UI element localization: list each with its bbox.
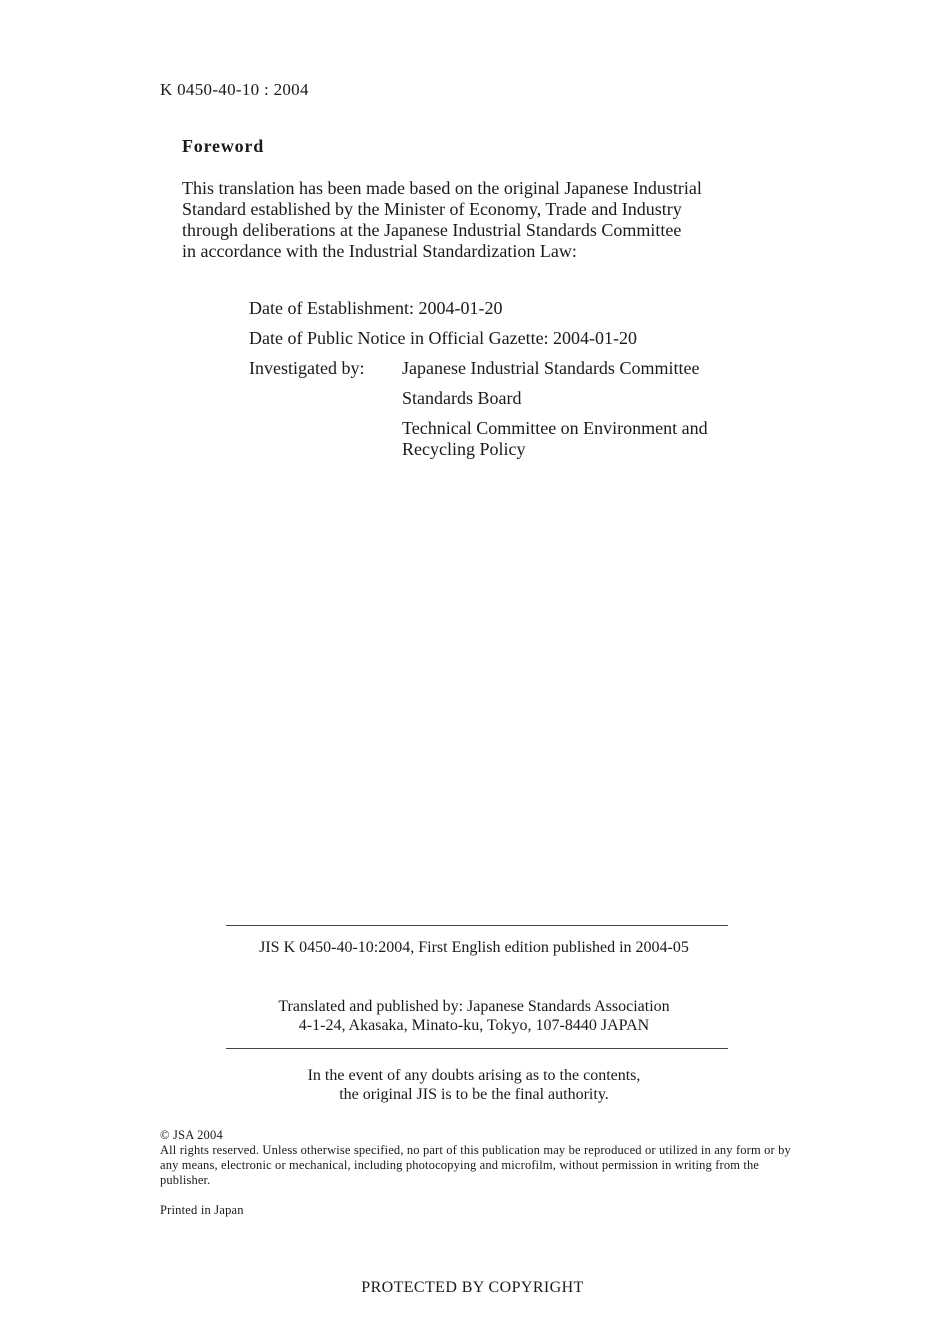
document-id: K 0450-40-10 : 2004 <box>160 80 309 99</box>
protected-footer: PROTECTED BY COPYRIGHT <box>361 1279 584 1296</box>
rights-statement: All rights reserved. Unless otherwise specified, no part of this publication may be reproduced or utilized in any form or by any means, electronic or mechanical, including photocopying and microfilm, without permission in writing from the publisher. <box>160 1143 791 1187</box>
investigated-by-label: Investigated by: <box>249 358 365 378</box>
date-of-establishment: Date of Establishment: 2004-01-20 <box>249 298 503 318</box>
divider <box>226 925 728 926</box>
investigating-body: Recycling Policy <box>402 439 526 459</box>
translated-by: Translated and published by: Japanese Standards Association <box>278 998 670 1015</box>
investigating-body: Technical Committee on Environment and <box>402 418 708 438</box>
copyright-notice: © JSA 2004 <box>160 1128 223 1142</box>
investigating-body: Standards Board <box>402 388 522 408</box>
foreword-line: in accordance with the Industrial Standardization Law: <box>182 241 577 261</box>
authority-line: In the event of any doubts arising as to the contents, <box>307 1067 641 1084</box>
foreword-body <box>182 178 822 262</box>
printed-in: Printed in Japan <box>160 1203 244 1217</box>
divider <box>226 1048 728 1049</box>
publisher-address: 4-1-24, Akasaka, Minato-ku, Tokyo, 107-8440 JAPAN <box>298 1017 650 1034</box>
foreword-line: through deliberations at the Japanese Industrial Standards Committee <box>182 220 682 240</box>
date-of-public-notice: Date of Public Notice in Official Gazette: 2004-01-20 <box>249 328 638 348</box>
edition-line: JIS K 0450-40-10:2004, First English edition published in 2004-05 <box>259 939 689 956</box>
authority-line: the original JIS is to be the final authority. <box>339 1086 609 1103</box>
foreword-title: Foreword <box>182 136 265 156</box>
foreword-line: Standard established by the Minister of Economy, Trade and Industry <box>182 199 682 219</box>
foreword-line: This translation has been made based on the original Japanese Industrial <box>182 178 702 198</box>
investigating-body: Japanese Industrial Standards Committee <box>402 358 700 378</box>
